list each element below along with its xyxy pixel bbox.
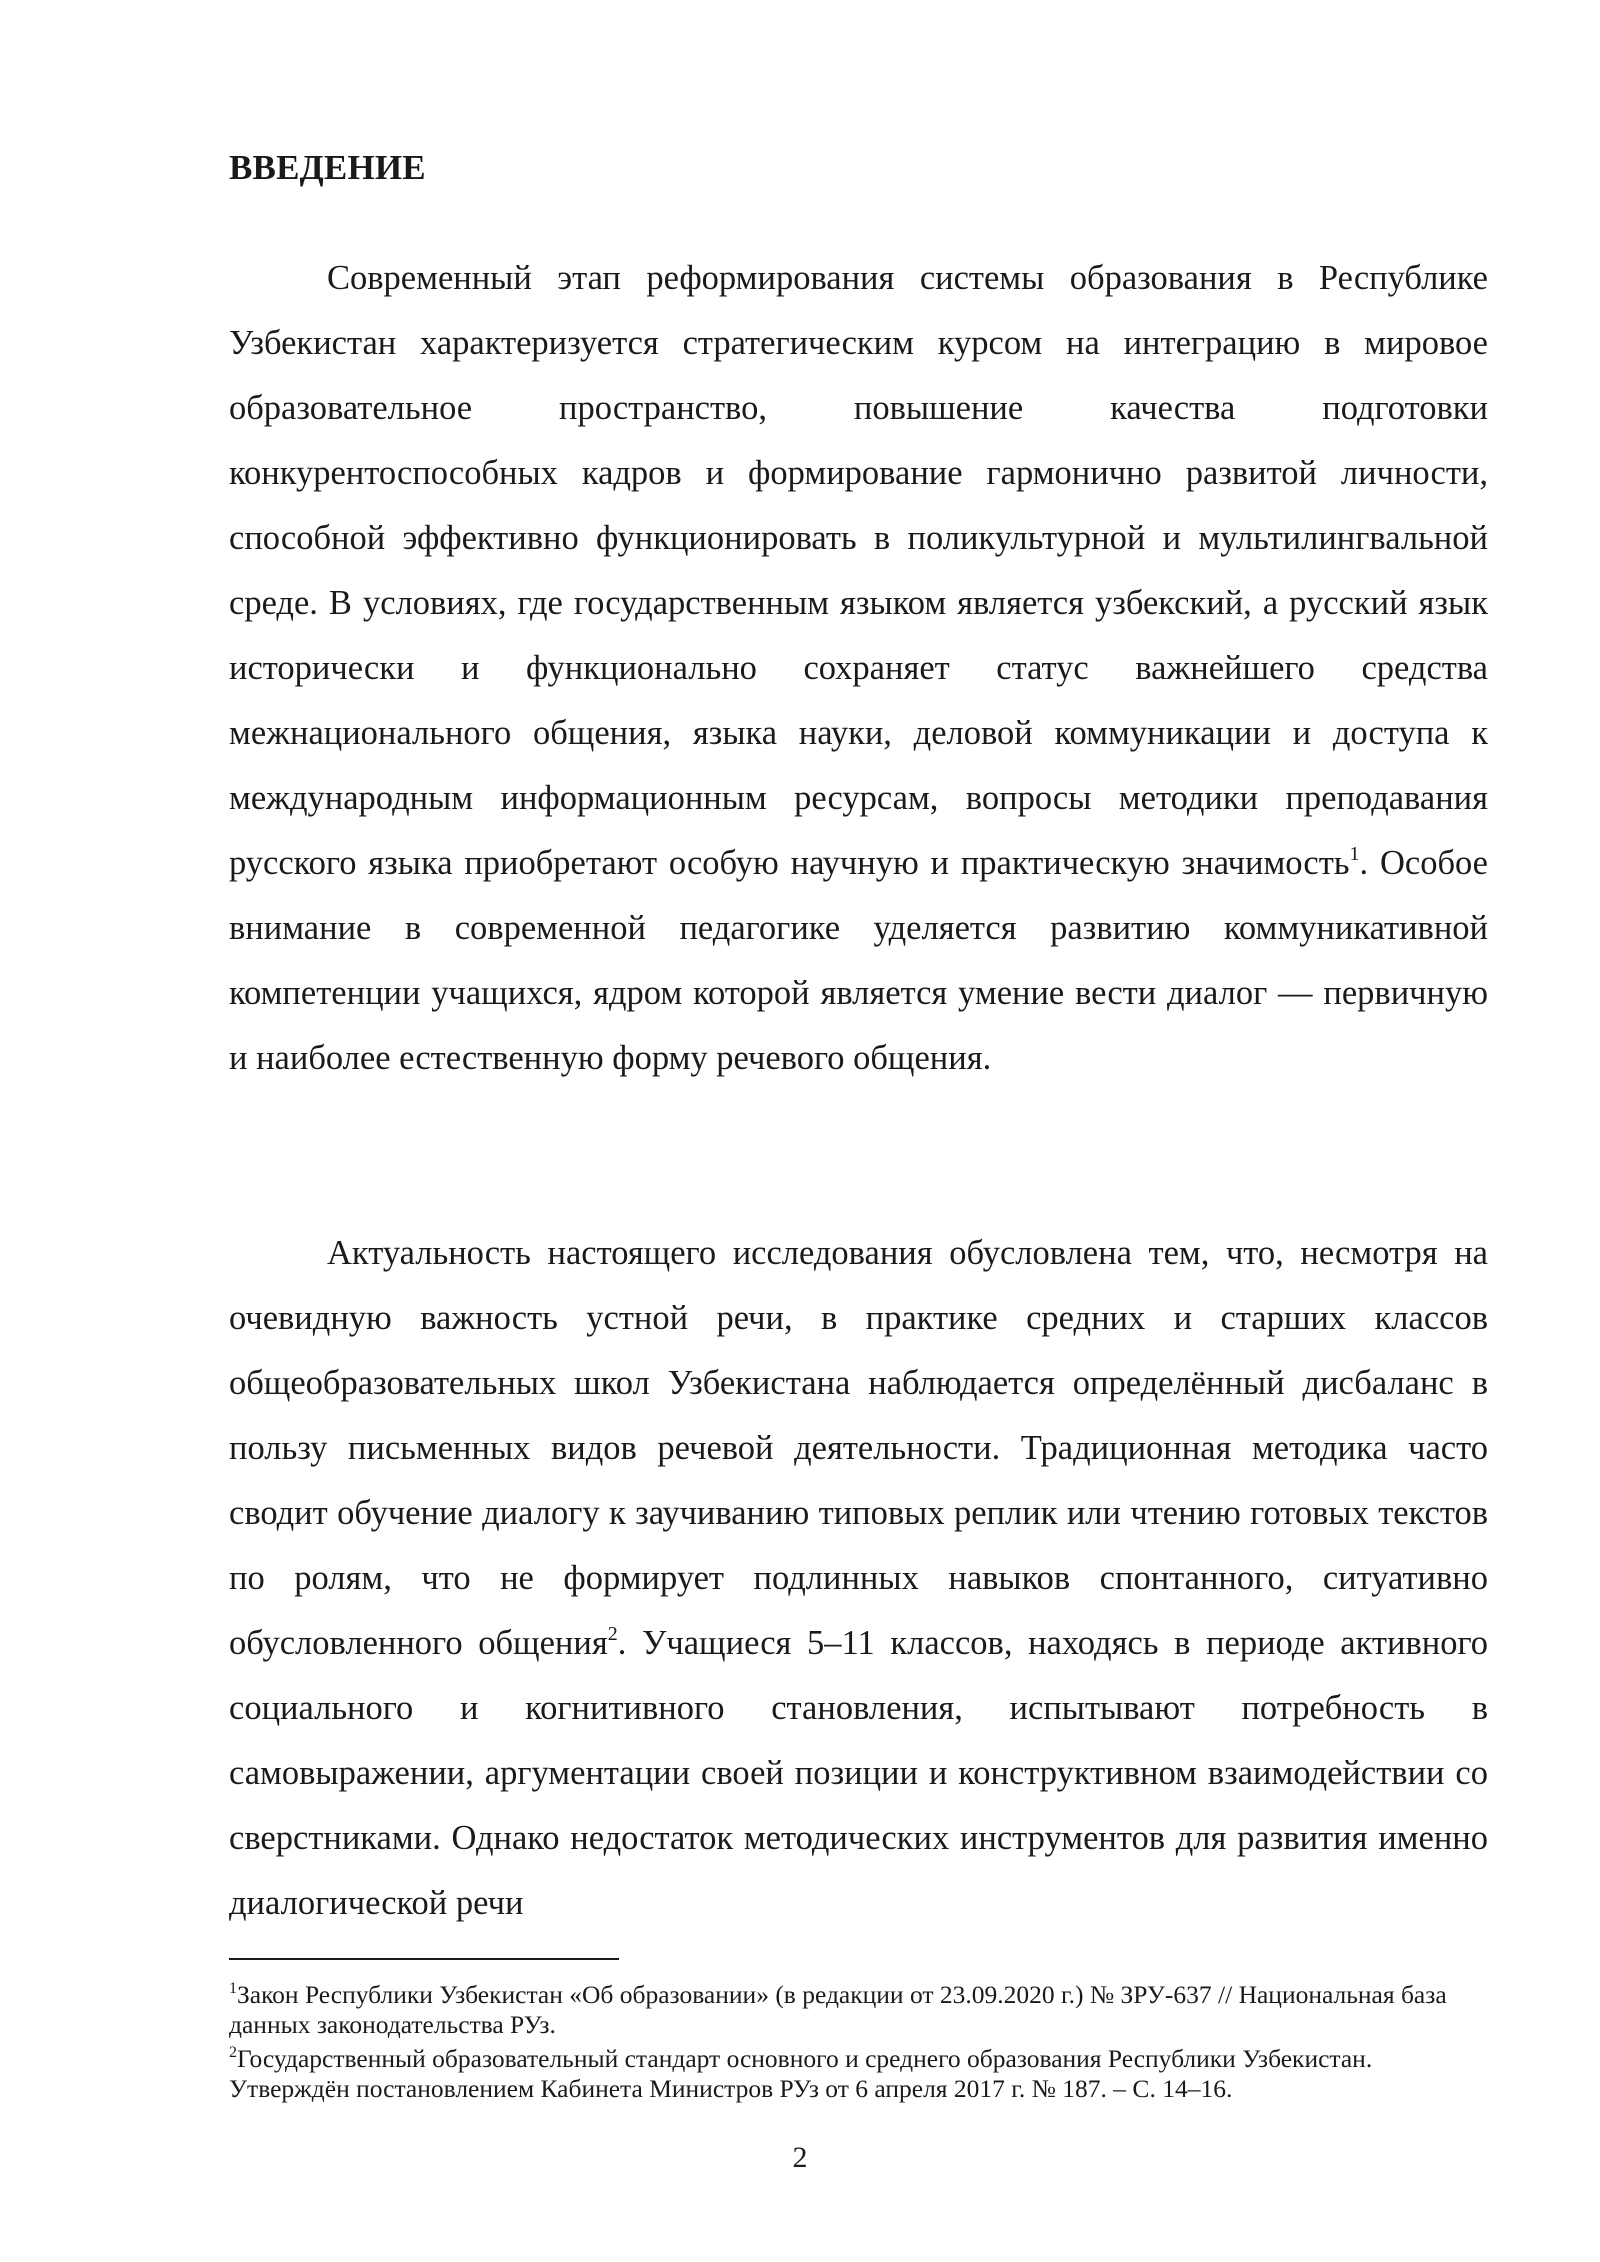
footnote — [229, 1980, 1488, 2040]
footnote-text: Государственный образовательный стандарт основного и среднего образования Республики Узбекистан. Утверждён постановлением Кабинета Министров РУз от 6 апреля 2017 г. № 187. – С. 14–16. — [229, 2044, 1373, 2103]
footnote-reference[interactable]: 2 — [607, 1623, 618, 1645]
body-paragraph — [229, 246, 1488, 1091]
footnote-number: 1 — [229, 1980, 237, 1997]
footnote — [229, 2044, 1488, 2104]
footnote-text: Закон Республики Узбекистан «Об образовании» (в редакции от 23.09.2020 г.) № ЗРУ-637 // Национальная база данных законодательства РУз. — [229, 1980, 1447, 2039]
paragraph-text: . Учащиеся 5–11 классов, находясь в периоде активного социального и когнитивного становления, испытывают потребность в самовыражении, аргументации своей позиции и конструктивном взаимодействии со сверстниками. Однако недостаток методических инструментов для развития именно диалогической речи — [229, 1624, 1489, 1922]
footnote-number: 2 — [229, 2044, 237, 2061]
footnote-separator — [229, 1958, 619, 1960]
section-heading: ВВЕДЕНИЕ — [229, 148, 426, 187]
paragraph-text: Современный этап реформирования системы образования в Республике Узбекистан характеризуется стратегическим курсом на интеграцию в мировое образовательное пространство, повышение качества подготовки конкурентоспособных кадров и формирование гармонично развитой личности, способной эффективно функционировать в поликультурной и мультилингвальной среде. В условиях, где государственным языком является узбекский, а русский язык исторически и функционально сохраняет статус важнейшего средства межнационального общения, языка науки, деловой коммуникации и доступа к международным информационным ресурсам, вопросы методики преподавания русского языка приобретают особую научную и практическую значимость — [229, 259, 1488, 882]
footnote-reference[interactable]: 1 — [1349, 843, 1360, 865]
page-number: 2 — [792, 2141, 808, 2174]
body-paragraph — [229, 1221, 1488, 1936]
paragraph-text: Актуальность настоящего исследования обусловлена тем, что, несмотря на очевидную важность устной речи, в практике средних и старших классов общеобразовательных школ Узбекистана наблюдается определённый дисбаланс в пользу письменных видов речевой деятельности. Традиционная методика часто сводит обучение диалогу к заучиванию типовых реплик или чтению готовых текстов по ролям, что не формирует подлинных навыков спонтанного, ситуативно обусловленного общения — [229, 1234, 1488, 1662]
paragraph-text: . Особое внимание в современной педагогике уделяется развитию коммуникативной компетенции учащихся, ядром которой является умение вести диалог — первичную и наиболее естественную форму речевого общения. — [229, 844, 1488, 1077]
